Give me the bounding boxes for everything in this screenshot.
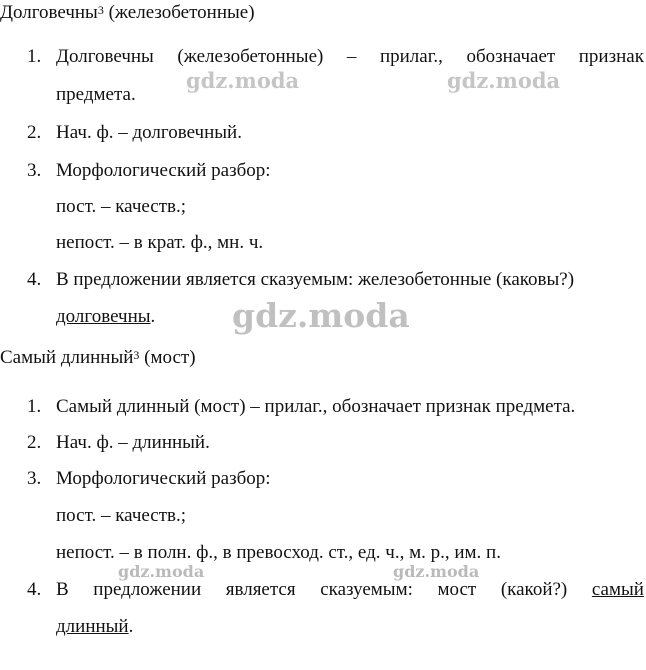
word: является (225, 579, 296, 600)
s2-item1-text: Самый длинный (мост) – прилаг., обозначает признак предмета. (56, 396, 576, 417)
section1-heading-rest: (железобетонные) (108, 2, 255, 23)
s1-item3-sub1: пост. – качеств.; (56, 196, 187, 217)
s2-item4-end: . (128, 616, 134, 637)
s1-item4-underlined: долговечны (56, 306, 151, 327)
s1-item3-number: 3. (27, 160, 42, 181)
section2-heading (0, 347, 196, 369)
section1-heading (0, 2, 255, 24)
s1-item4-line2 (56, 306, 155, 328)
section2-heading-word: Самый длинный (0, 347, 134, 368)
word: (какой?) (500, 579, 568, 600)
word: сказуемым: (320, 579, 413, 600)
word: – (346, 46, 357, 67)
s1-item3-text: Морфологический разбор: (56, 160, 271, 181)
s2-item2-text: Нач. ф. – длинный. (56, 432, 210, 453)
s2-item4-underlined-start: самый (591, 579, 644, 600)
word: предложении (93, 579, 202, 600)
s1-item4-number: 4. (27, 269, 42, 290)
word: мост (437, 579, 477, 600)
watermark: gdz.moda (186, 68, 300, 93)
section2-heading-rest: (мост) (144, 347, 196, 368)
s1-item3-sub2: непост. – в крат. ф., мн. ч. (56, 232, 264, 253)
watermark: gdz.moda (393, 562, 480, 581)
s2-item3-sub1: пост. – качеств.; (56, 505, 187, 526)
section1-heading-word: Долговечны (0, 2, 98, 23)
word: В (56, 579, 69, 600)
watermark: gdz.moda (232, 296, 410, 335)
s2-item4-number: 4. (27, 579, 42, 600)
word: прилаг., (379, 46, 443, 67)
word: Долговечны (56, 46, 154, 67)
s1-item4-end: . (150, 306, 156, 327)
s1-item1-line1 (56, 46, 644, 68)
watermark: gdz.moda (447, 68, 561, 93)
section1-heading-sup: 3 (97, 3, 104, 17)
s2-item3-sub2: непост. – в полн. ф., в превосход. ст., ед. ч., м. р., им. п. (56, 542, 501, 563)
word: (железобетонные) (177, 46, 324, 67)
s1-item4-line1: В предложении является сказуемым: железобетонные (каковы?) (56, 269, 575, 290)
word: обозначает (466, 46, 556, 67)
s2-item2-number: 2. (27, 432, 42, 453)
section2-heading-sup: 3 (133, 348, 140, 362)
s2-item4-underlined: длинный (56, 616, 129, 637)
s2-item1-number: 1. (27, 396, 42, 417)
s1-item1-line2: предмета. (56, 84, 136, 105)
s1-item1-number: 1. (27, 46, 42, 67)
s2-item3-number: 3. (27, 468, 42, 489)
s2-item3-text: Морфологический разбор: (56, 468, 271, 489)
watermark: gdz.moda (118, 562, 205, 581)
s1-item2-text: Нач. ф. – долговечный. (56, 122, 242, 143)
word: признак (578, 46, 644, 67)
s1-item2-number: 2. (27, 122, 42, 143)
s2-item4-line1 (56, 579, 644, 601)
s2-item4-line2 (56, 616, 133, 638)
